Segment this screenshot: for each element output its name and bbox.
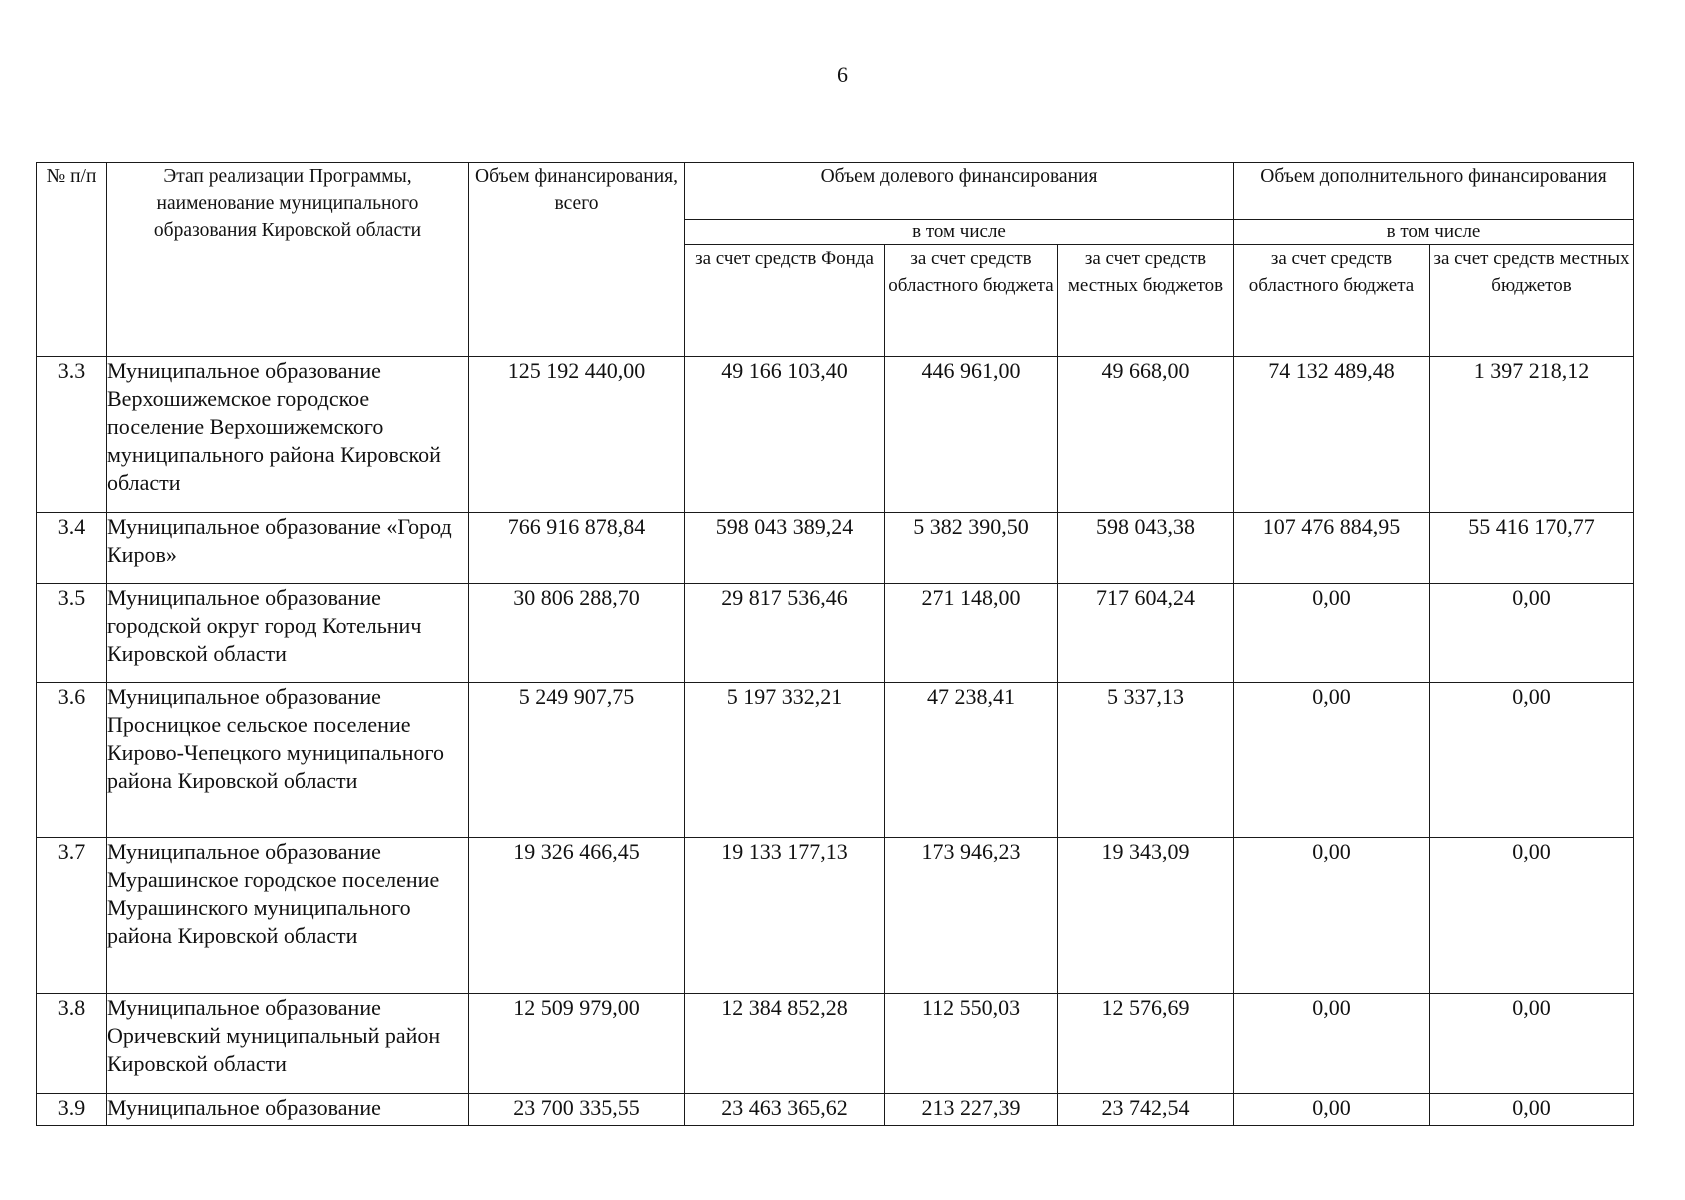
header-additional-regional: за счет средств областного бюджета <box>1234 245 1430 357</box>
additional-regional-amount: 0,00 <box>1234 838 1430 994</box>
table-row <box>37 1094 1634 1126</box>
additional-regional-amount: 74 132 489,48 <box>1234 357 1430 513</box>
municipality-name: Муниципальное образование <box>107 1094 469 1126</box>
shared-local-amount: 12 576,69 <box>1058 994 1234 1094</box>
fund-amount: 12 384 852,28 <box>685 994 885 1094</box>
header-additional-financing: Объем дополнительного финансирования <box>1234 163 1634 220</box>
header-additional-local: за счет средств местных бюджетов <box>1430 245 1634 357</box>
additional-regional-amount: 0,00 <box>1234 994 1430 1094</box>
shared-regional-amount: 112 550,03 <box>885 994 1058 1094</box>
header-shared-local: за счет средств местных бюджетов <box>1058 245 1234 357</box>
fund-amount: 19 133 177,13 <box>685 838 885 994</box>
municipality-name: Муниципальное образование городской округ город Котельнич Кировской области <box>107 584 469 683</box>
additional-local-amount: 1 397 218,12 <box>1430 357 1634 513</box>
fund-amount: 29 817 536,46 <box>685 584 885 683</box>
table-row <box>37 513 1634 584</box>
municipality-name: Муниципальное образование Верхошижемское городское поселение Верхошижемского муниципального района Кировской области <box>107 357 469 513</box>
additional-regional-amount: 0,00 <box>1234 584 1430 683</box>
header-fund: за счет средств Фонда <box>685 245 885 357</box>
total-amount: 23 700 335,55 <box>469 1094 685 1126</box>
header-shared-including: в том числе <box>685 220 1234 245</box>
municipality-name: Муниципальное образование «Город Киров» <box>107 513 469 584</box>
shared-local-amount: 717 604,24 <box>1058 584 1234 683</box>
fund-amount: 23 463 365,62 <box>685 1094 885 1126</box>
total-amount: 30 806 288,70 <box>469 584 685 683</box>
additional-local-amount: 0,00 <box>1430 994 1634 1094</box>
fund-amount: 598 043 389,24 <box>685 513 885 584</box>
total-amount: 5 249 907,75 <box>469 683 685 838</box>
row-number: 3.8 <box>37 994 107 1094</box>
row-number: 3.4 <box>37 513 107 584</box>
fund-amount: 5 197 332,21 <box>685 683 885 838</box>
header-num: № п/п <box>37 163 107 357</box>
municipality-name: Муниципальное образование Мурашинское городское поселение Мурашинского муниципального района Кировской области <box>107 838 469 994</box>
shared-regional-amount: 446 961,00 <box>885 357 1058 513</box>
additional-local-amount: 0,00 <box>1430 584 1634 683</box>
municipality-name: Муниципальное образование Оричевский муниципальный район Кировской области <box>107 994 469 1094</box>
shared-regional-amount: 47 238,41 <box>885 683 1058 838</box>
table-row <box>37 683 1634 838</box>
additional-regional-amount: 0,00 <box>1234 1094 1430 1126</box>
shared-local-amount: 19 343,09 <box>1058 838 1234 994</box>
row-number: 3.9 <box>37 1094 107 1126</box>
additional-local-amount: 0,00 <box>1430 1094 1634 1126</box>
shared-local-amount: 598 043,38 <box>1058 513 1234 584</box>
shared-regional-amount: 173 946,23 <box>885 838 1058 994</box>
row-number: 3.6 <box>37 683 107 838</box>
additional-regional-amount: 107 476 884,95 <box>1234 513 1430 584</box>
shared-local-amount: 5 337,13 <box>1058 683 1234 838</box>
header-shared-regional: за счет средств областного бюджета <box>885 245 1058 357</box>
header-total: Объем финансирования, всего <box>469 163 685 357</box>
row-number: 3.7 <box>37 838 107 994</box>
municipality-name: Муниципальное образование Просницкое сельское поселение Кирово-Чепецкого муниципального района Кировской области <box>107 683 469 838</box>
row-number: 3.5 <box>37 584 107 683</box>
table-row <box>37 838 1634 994</box>
shared-regional-amount: 213 227,39 <box>885 1094 1058 1126</box>
shared-local-amount: 23 742,54 <box>1058 1094 1234 1126</box>
table-row <box>37 357 1634 513</box>
financing-table <box>36 162 1634 1126</box>
additional-regional-amount: 0,00 <box>1234 683 1430 838</box>
total-amount: 766 916 878,84 <box>469 513 685 584</box>
total-amount: 19 326 466,45 <box>469 838 685 994</box>
fund-amount: 49 166 103,40 <box>685 357 885 513</box>
total-amount: 12 509 979,00 <box>469 994 685 1094</box>
row-number: 3.3 <box>37 357 107 513</box>
table-row <box>37 994 1634 1094</box>
shared-local-amount: 49 668,00 <box>1058 357 1234 513</box>
header-additional-including: в том числе <box>1234 220 1634 245</box>
additional-local-amount: 0,00 <box>1430 838 1634 994</box>
shared-regional-amount: 271 148,00 <box>885 584 1058 683</box>
table-row <box>37 584 1634 683</box>
additional-local-amount: 0,00 <box>1430 683 1634 838</box>
total-amount: 125 192 440,00 <box>469 357 685 513</box>
header-shared-financing: Объем долевого финансирования <box>685 163 1234 220</box>
header-stage: Этап реализации Программы, наименование муниципального образования Кировской области <box>107 163 469 357</box>
page-number: 6 <box>837 62 848 87</box>
shared-regional-amount: 5 382 390,50 <box>885 513 1058 584</box>
additional-local-amount: 55 416 170,77 <box>1430 513 1634 584</box>
